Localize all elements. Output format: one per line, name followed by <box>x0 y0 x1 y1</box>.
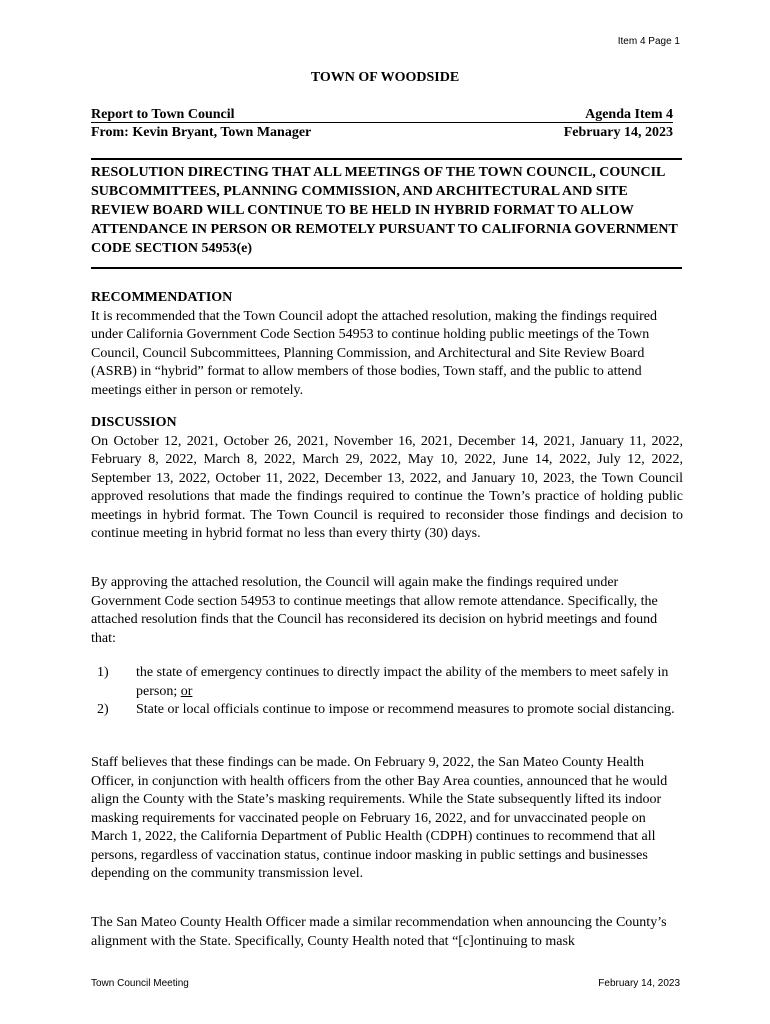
town-title: TOWN OF WOODSIDE <box>310 70 460 85</box>
finding-text: the state of emergency continues to directly impact the ability of the members to meet safely in person; <box>136 665 669 699</box>
divider-bottom <box>91 267 682 269</box>
discussion-paragraph-2: By approving the attached resolution, the Council will again make the findings required under Government Code section 54953 to continue meetings that allow remote attendance. Specifically, the attached resolution finds that the Council has reconsidered its decision on hybrid meetings and found that: <box>91 575 658 646</box>
list-item-text <box>136 664 683 701</box>
from-line: From: Kevin Bryant, Town Manager <box>91 125 312 140</box>
recommendation-section <box>91 289 683 400</box>
discussion-heading: DISCUSSION <box>91 415 177 430</box>
discussion-paragraph-4: The San Mateo County Health Officer made a similar recommendation when announcing the County’s alignment with the State. Specifically, County Health noted that “[c]ontinuing to mask <box>91 915 667 949</box>
list-item-number: 2) <box>97 702 109 717</box>
list-item <box>91 701 683 720</box>
recommendation-heading: RECOMMENDATION <box>91 290 233 305</box>
discussion-section <box>91 414 683 544</box>
list-item <box>91 664 683 701</box>
footer-date: February 14, 2023 <box>598 978 680 989</box>
page-label: Item 4 Page 1 <box>617 36 680 47</box>
finding-conjunction: or <box>180 683 193 699</box>
list-item-text: State or local officials continue to impose or recommend measures to promote social distancing. <box>136 702 675 717</box>
report-agenda-row <box>91 107 673 123</box>
resolution-title: RESOLUTION DIRECTING THAT ALL MEETINGS OF THE TOWN COUNCIL, COUNCIL SUBCOMMITTEES, PLANNING COMMISSION, AND ARCHITECTURAL AND SITE REVIEW BOARD WILL CONTINUE TO BE HELD IN HYBRID FORMAT TO ALLOW ATTENDANCE IN PERSON OR REMOTELY PURSUANT TO CALIFORNIA GOVERNMENT CODE SECTION 54953(e) <box>91 165 678 256</box>
discussion-paragraph-3: Staff believes that these findings can be made. On February 9, 2022, the San Mateo County Health Officer, in conjunction with health officers from the other Bay Area counties, announced that he would align the County with the State’s masking requirements. While the State subsequently lifted its indoor masking requirements for vaccinated people on February 16, 2022, and for unvaccinated people on March 1, 2022, the California Department of Public Health (CDPH) continues to recommend that all persons, regardless of vaccination status, continue indoor masking in public settings and businesses depending on the community transmission level. <box>91 755 668 881</box>
report-to: Report to Town Council <box>91 107 235 122</box>
report-date: February 14, 2023 <box>563 125 673 140</box>
discussion-paragraph-1: On October 12, 2021, October 26, 2021, November 16, 2021, December 14, 2021, January 11, 2022, February 8, 2022, March 8, 2022, March 29, 2022, May 10, 2022, June 14, 2022, July 12, 2022, September 13, 2022, October 11, 2022, December 13, 2022, and January 10, 2023, the Town Council approved resolutions that made the findings required to continue the Town’s practice of holding public meetings in hybrid format. The Town Council is required to reconsider those findings and decision to continue meeting in hybrid format no less than every thirty (30) days. <box>91 433 683 541</box>
findings-list <box>91 664 683 720</box>
recommendation-text: It is recommended that the Town Council adopt the attached resolution, making the findings required under California Government Code Section 54953 to continue holding public meetings of the Town Council, Council Subcommittees, Planning Commission, and Architectural and Site Review Board (ASRB) in “hybrid” format to allow members of those bodies, Town staff, and the public to attend meetings either in person or remotely. <box>91 308 658 398</box>
list-item-number: 1) <box>97 665 109 680</box>
agenda-item: Agenda Item 4 <box>585 107 673 122</box>
footer-meeting: Town Council Meeting <box>91 978 189 989</box>
divider-top <box>91 158 682 160</box>
from-date-row <box>91 125 673 141</box>
